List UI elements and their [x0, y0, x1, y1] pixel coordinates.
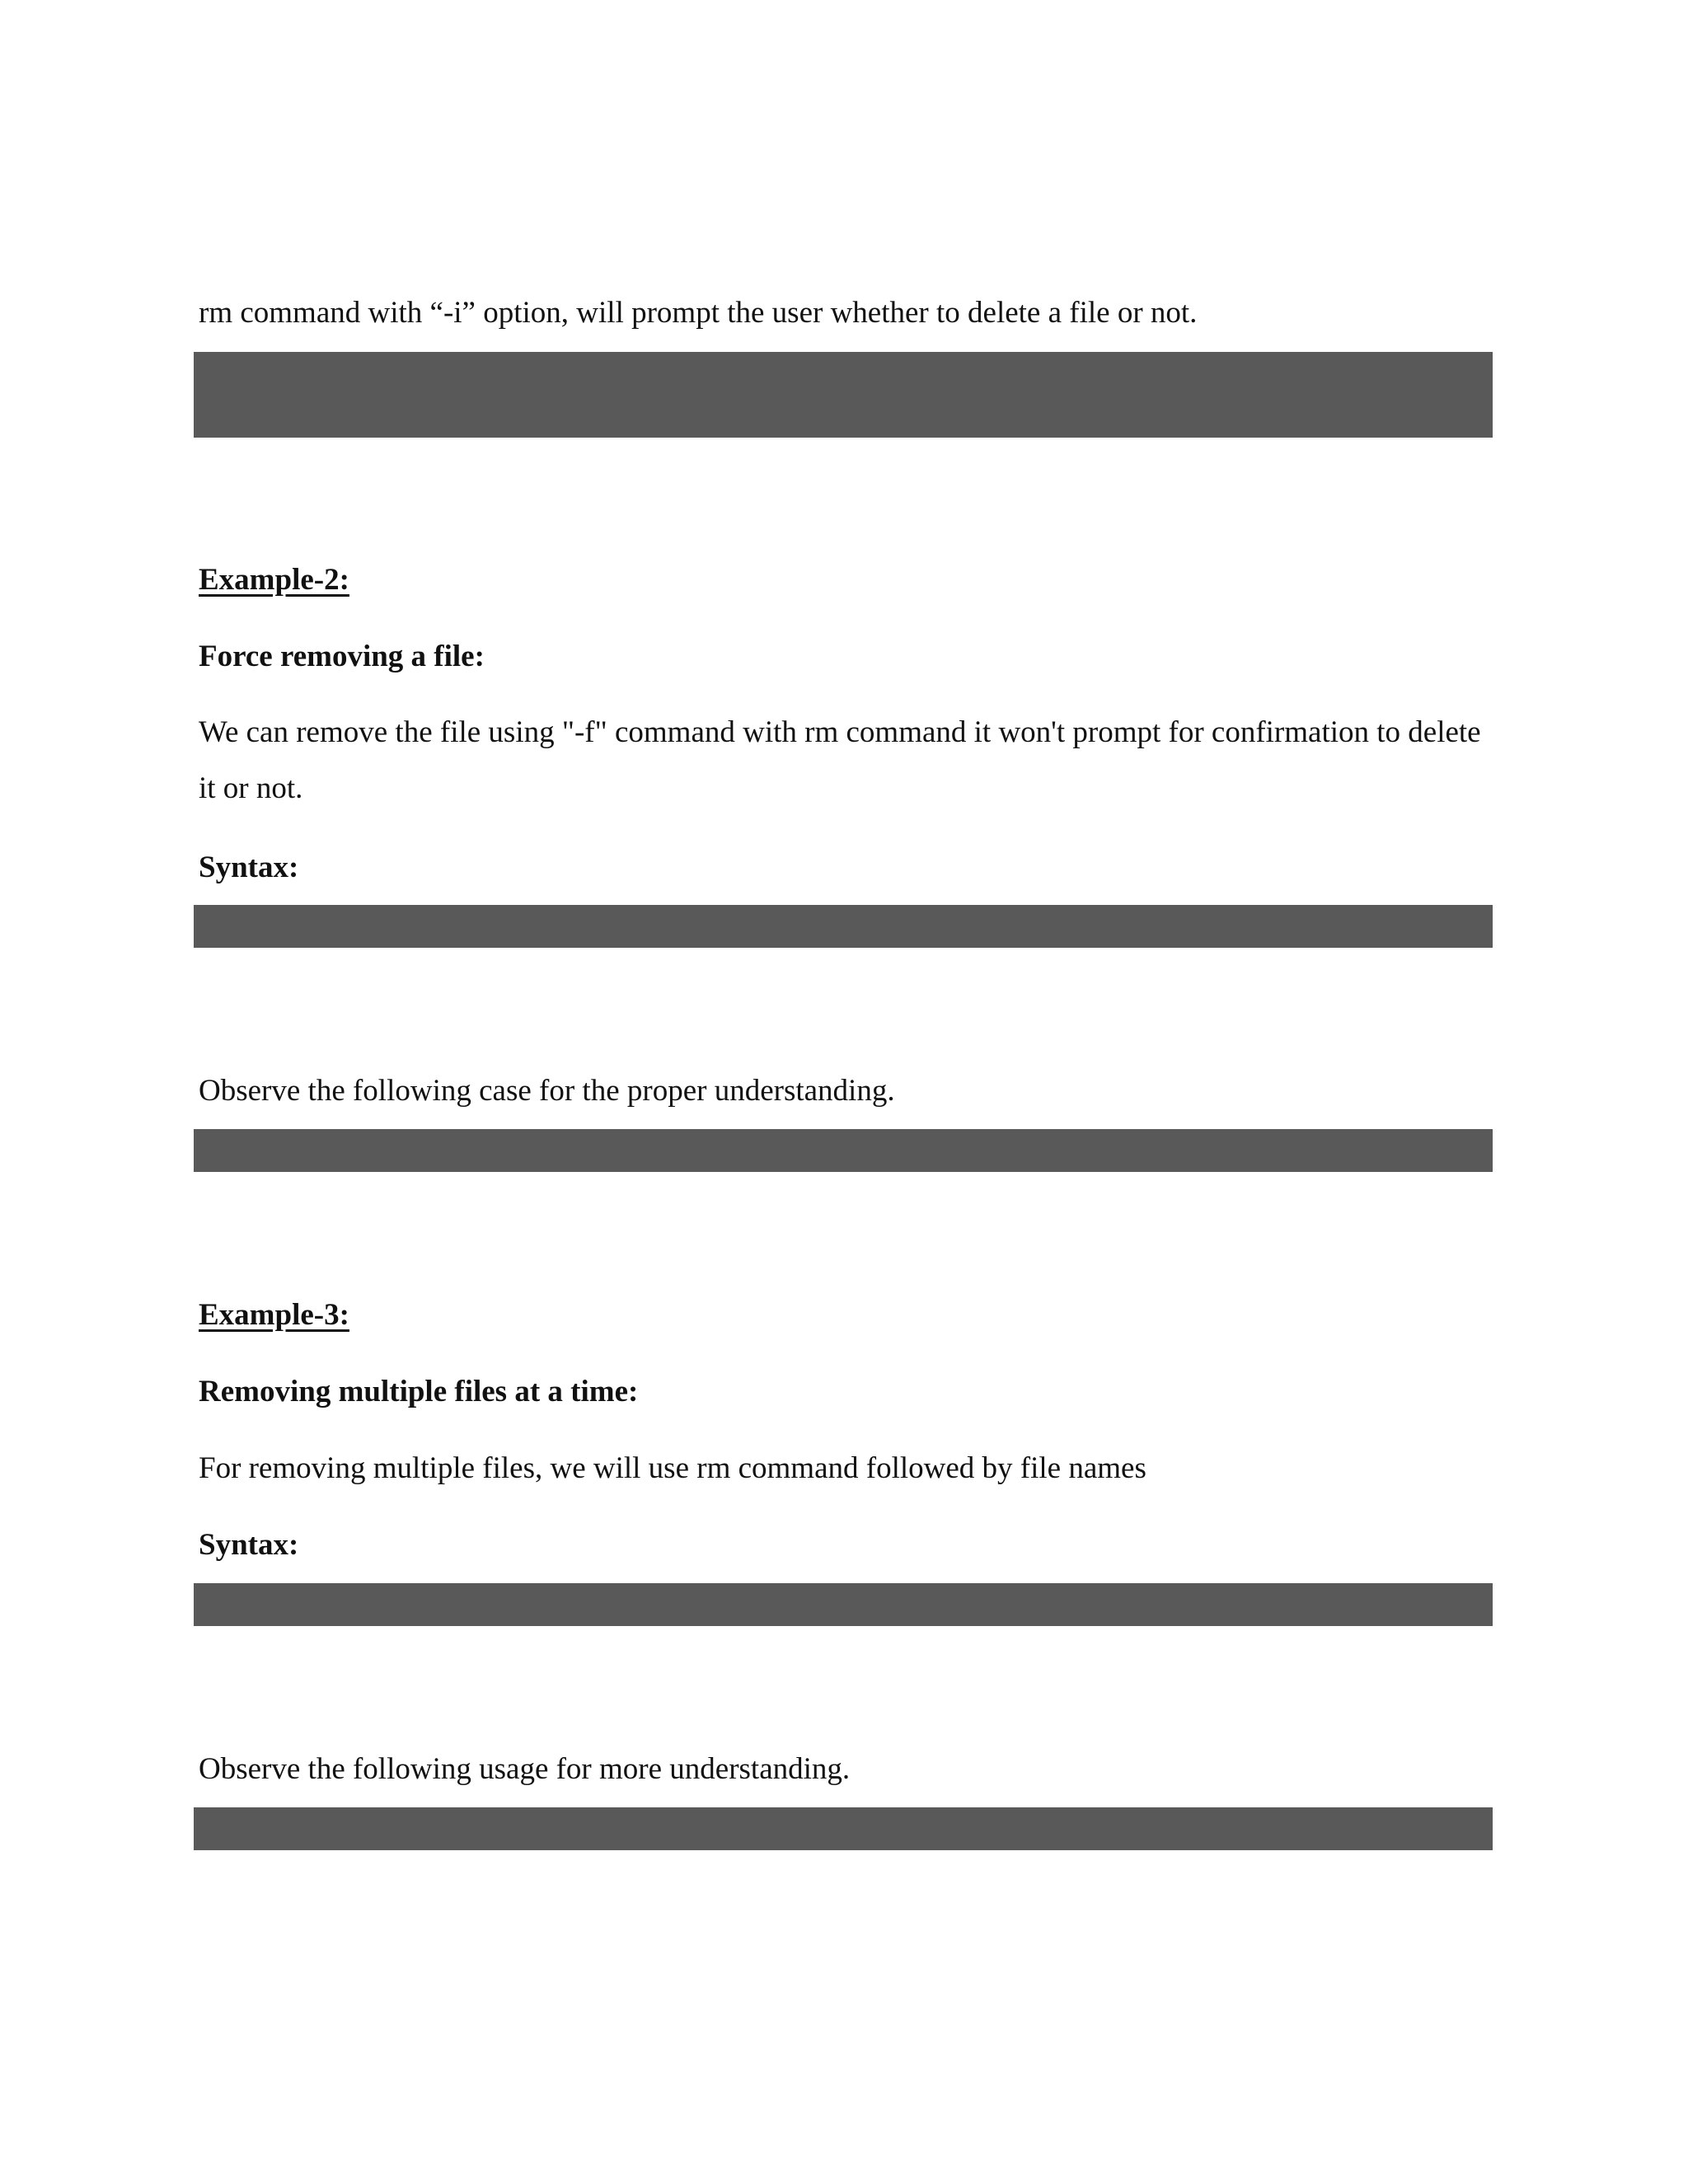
- intro-text: rm command with “-i” option, will prompt the user whether to delete a file or not.: [199, 296, 1198, 330]
- example-3-description: For removing multiple files, we will use rm command followed by file names: [199, 1451, 1146, 1485]
- example-3-heading: Example-3:: [199, 1298, 349, 1332]
- example-2-syntax-label: Syntax:: [199, 851, 299, 884]
- example-3-syntax-label: Syntax:: [199, 1528, 299, 1562]
- example-2-description: We can remove the file using "-f" command with rm command it won't prompt for confirmation to delete it or not.: [199, 715, 1481, 805]
- example-3-observe-text: Observe the following usage for more understanding.: [199, 1752, 851, 1786]
- example-3-usage-code: [194, 1807, 1493, 1850]
- example-2-syntax-code: [194, 905, 1493, 948]
- example-2-usage-code: [194, 1129, 1493, 1172]
- example-2-heading: Example-2:: [199, 563, 349, 597]
- example-3-syntax-code: [194, 1583, 1493, 1626]
- example-2-observe-text: Observe the following case for the proper understanding.: [199, 1074, 895, 1108]
- example-2-subheading: Force removing a file:: [199, 640, 485, 673]
- code-block-interactive-rm: [194, 352, 1493, 438]
- example-3-subheading: Removing multiple files at a time:: [199, 1375, 639, 1408]
